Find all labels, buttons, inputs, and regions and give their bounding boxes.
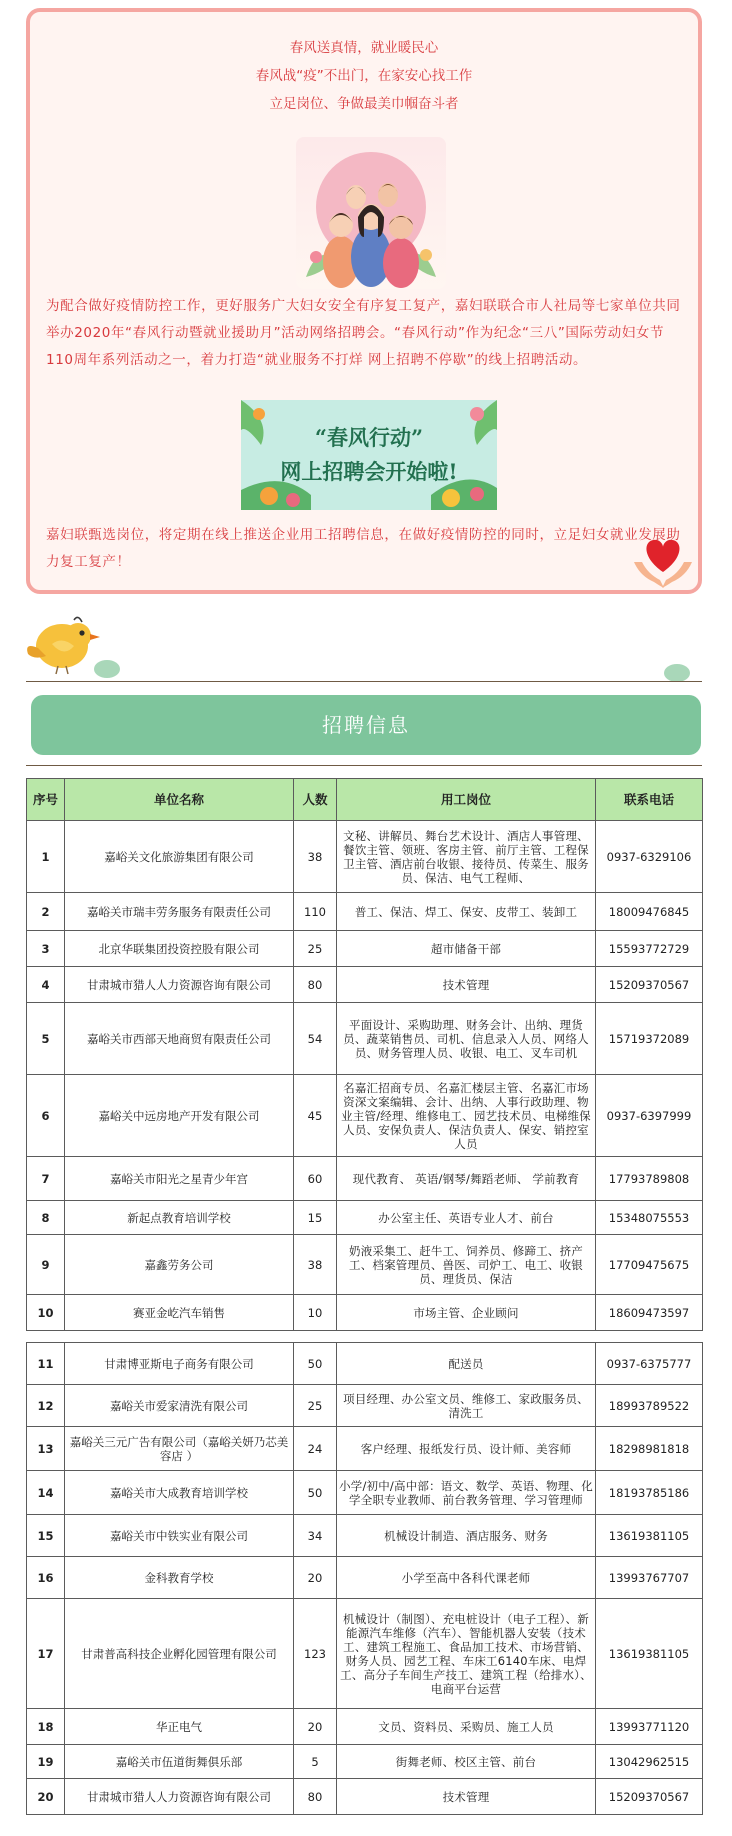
- row-phone: 15209370567: [596, 1779, 703, 1815]
- row-no: 5: [27, 1003, 65, 1075]
- row-count: 25: [294, 1385, 337, 1427]
- row-no: 20: [27, 1779, 65, 1815]
- table-row: [27, 1075, 703, 1157]
- row-count: 80: [294, 967, 337, 1003]
- table-row: [27, 1599, 703, 1709]
- table-row: [27, 821, 703, 893]
- row-count: 50: [294, 1471, 337, 1515]
- recruitment-table-part-1: [26, 778, 703, 1331]
- row-phone: 0937-6375777: [596, 1343, 703, 1385]
- table-row: [27, 967, 703, 1003]
- row-phone: 15348075553: [596, 1201, 703, 1235]
- leaf-icon: [92, 658, 122, 680]
- row-no: 13: [27, 1427, 65, 1471]
- row-phone: 18298981818: [596, 1427, 703, 1471]
- row-jobs: 奶液采集工、赶牛工、饲养员、修蹄工、挤产工、档案管理员、兽医、司炉工、电工、收银员、理货员、保洁: [337, 1235, 596, 1295]
- row-company: 甘肃城市猎人人力资源咨询有限公司: [65, 1779, 294, 1815]
- header-company: 单位名称: [65, 779, 294, 821]
- row-count: 15: [294, 1201, 337, 1235]
- row-jobs: 机械设计（制图）、充电桩设计（电子工程）、新能源汽车维修（汽车）、智能机器人安装（技术工、建筑工程施工、食品加工技术、市场营销、财务人员、园艺工程、车床工6140车床、电焊工、高分子车间生产技工、建筑工程（给排水）、电商平台运营: [337, 1599, 596, 1709]
- row-jobs: 超市储备干部: [337, 931, 596, 967]
- row-no: 9: [27, 1235, 65, 1295]
- table-row: [27, 1343, 703, 1385]
- row-jobs: 客户经理、报纸发行员、设计师、美容师: [337, 1427, 596, 1471]
- row-jobs: 市场主管、企业顾问: [337, 1295, 596, 1331]
- row-phone: 13993771120: [596, 1709, 703, 1745]
- slogan-line-1: 春风送真情，就业暖民心: [289, 40, 439, 56]
- row-company: 华正电气: [65, 1709, 294, 1745]
- row-no: 6: [27, 1075, 65, 1157]
- row-phone: 18993789522: [596, 1385, 703, 1427]
- row-jobs: 普工、保洁、焊工、保安、皮带工、装卸工: [337, 893, 596, 931]
- intro-paragraph-1: 为配合做好疫情防控工作，更好服务广大妇女安全有序复工复产，嘉妇联联合市人社局等七家单位共同举办2020年“春风行动暨就业援助月”活动网络招聘会。“春风行动”作为纪念“三八”国际劳动妇女节110周年系列活动之一，着力打造“就业服务不打烊 网上招聘不停歇”的线上招聘活动。: [46, 298, 681, 368]
- row-phone: 0937-6397999: [596, 1075, 703, 1157]
- table-row: [27, 1295, 703, 1331]
- row-company: 嘉峪关市中铁实业有限公司: [65, 1515, 294, 1557]
- row-no: 4: [27, 967, 65, 1003]
- poster-line-1: “春风行动”: [314, 425, 424, 450]
- row-jobs: 文员、资料员、采购员、施工人员: [337, 1709, 596, 1745]
- row-company: 甘肃博亚斯电子商务有限公司: [65, 1343, 294, 1385]
- row-count: 60: [294, 1157, 337, 1201]
- row-count: 20: [294, 1709, 337, 1745]
- row-jobs: 现代教育、 英语/钢琴/舞蹈老师、 学前教育: [337, 1157, 596, 1201]
- row-phone: 15209370567: [596, 967, 703, 1003]
- row-company: 赛亚金屹汽车销售: [65, 1295, 294, 1331]
- row-company: 嘉峪关中远房地产开发有限公司: [65, 1075, 294, 1157]
- row-count: 10: [294, 1295, 337, 1331]
- table-row: [27, 1515, 703, 1557]
- row-jobs: 小学/初中/高中部：语文、数学、英语、物理、化学全职专业教师、前台教务管理、学习管理师: [337, 1471, 596, 1515]
- recruitment-table-part-2: [26, 1342, 703, 1815]
- table-row: [27, 1235, 703, 1295]
- table-row: [27, 1427, 703, 1471]
- row-no: 18: [27, 1709, 65, 1745]
- row-no: 11: [27, 1343, 65, 1385]
- row-company: 新起点教育培训学校: [65, 1201, 294, 1235]
- header-count: 人数: [294, 779, 337, 821]
- table-header-row: [27, 779, 703, 821]
- women-group-illustration: [296, 137, 446, 289]
- table-row: [27, 931, 703, 967]
- row-phone: 0937-6329106: [596, 821, 703, 893]
- row-company: 嘉峪关三元广告有限公司（嘉峪关妍乃芯美容店 ）: [65, 1427, 294, 1471]
- table-row: [27, 1385, 703, 1427]
- table-row: [27, 1557, 703, 1599]
- slogan-line-2: 春风战“疫”不出门，在家安心找工作: [255, 68, 473, 84]
- row-count: 25: [294, 931, 337, 967]
- row-jobs: 名嘉汇招商专员、名嘉汇楼层主管、名嘉汇市场资深文案编辑、会计、出纳、人事行政助理、物业主管/经理、维修电工、园艺技术员、电梯维保人员、安保负责人、保洁负责人、保安、销控室人员: [337, 1075, 596, 1157]
- row-no: 14: [27, 1471, 65, 1515]
- row-no: 7: [27, 1157, 65, 1201]
- row-no: 10: [27, 1295, 65, 1331]
- table-row: [27, 1201, 703, 1235]
- row-phone: 17793789808: [596, 1157, 703, 1201]
- table-row: [27, 893, 703, 931]
- spring-action-poster: [241, 400, 497, 510]
- row-jobs: 机械设计制造、酒店服务、财务: [337, 1515, 596, 1557]
- row-phone: 18609473597: [596, 1295, 703, 1331]
- row-jobs: 平面设计、采购助理、财务会计、出纳、理货员、蔬菜销售员、司机、信息录入人员、网络人员、财务管理人员、收银、电工、叉车司机: [337, 1003, 596, 1075]
- row-count: 54: [294, 1003, 337, 1075]
- row-phone: 13993767707: [596, 1557, 703, 1599]
- divider-line: [26, 765, 702, 766]
- row-no: 15: [27, 1515, 65, 1557]
- row-jobs: 配送员: [337, 1343, 596, 1385]
- row-count: 80: [294, 1779, 337, 1815]
- table-row: [27, 1003, 703, 1075]
- row-company: 嘉峪关市伍道街舞俱乐部: [65, 1745, 294, 1779]
- row-no: 17: [27, 1599, 65, 1709]
- table-row: [27, 1157, 703, 1201]
- row-count: 24: [294, 1427, 337, 1471]
- row-no: 1: [27, 821, 65, 893]
- row-phone: 18193785186: [596, 1471, 703, 1515]
- row-jobs: 文秘、讲解员、舞台艺术设计、酒店人事管理、餐饮主管、领班、客房主管、前厅主管、工程保卫主管、酒店前台收银、接待员、传菜生、服务员、保洁、电气工程师、: [337, 821, 596, 893]
- row-company: 北京华联集团投资控股有限公司: [65, 931, 294, 967]
- row-jobs: 项目经理、办公室文员、维修工、家政服务员、清洗工: [337, 1385, 596, 1427]
- row-company: 嘉峪关市瑞丰劳务服务有限责任公司: [65, 893, 294, 931]
- row-no: 3: [27, 931, 65, 967]
- row-jobs: 办公室主任、英语专业人才、前台: [337, 1201, 596, 1235]
- row-company: 金科教育学校: [65, 1557, 294, 1599]
- row-no: 2: [27, 893, 65, 931]
- recruitment-banner: 招聘信息: [31, 695, 701, 755]
- heart-hands-icon: [630, 536, 696, 590]
- row-jobs: 技术管理: [337, 1779, 596, 1815]
- row-count: 5: [294, 1745, 337, 1779]
- row-phone: 13042962515: [596, 1745, 703, 1779]
- row-phone: 13619381105: [596, 1515, 703, 1557]
- poster-line-2: 网上招聘会开始啦!: [280, 459, 458, 484]
- row-count: 34: [294, 1515, 337, 1557]
- row-phone: 17709475675: [596, 1235, 703, 1295]
- table-row: [27, 1709, 703, 1745]
- bird-icon: [22, 614, 100, 676]
- table-row: [27, 1779, 703, 1815]
- table-row: [27, 1745, 703, 1779]
- row-no: 19: [27, 1745, 65, 1779]
- header-phone: 联系电话: [596, 779, 703, 821]
- row-company: 嘉峪关市大成教育培训学校: [65, 1471, 294, 1515]
- intro-panel: [26, 8, 702, 594]
- row-no: 12: [27, 1385, 65, 1427]
- row-count: 50: [294, 1343, 337, 1385]
- row-no: 16: [27, 1557, 65, 1599]
- row-phone: 15593772729: [596, 931, 703, 967]
- row-phone: 13619381105: [596, 1599, 703, 1709]
- intro-paragraph-2: 嘉妇联甄选岗位，将定期在线上推送企业用工招聘信息，在做好疫情防控的同时，立足妇女就业发展助力复工复产！: [46, 527, 681, 570]
- row-jobs: 小学至高中各科代课老师: [337, 1557, 596, 1599]
- divider-line: [26, 681, 702, 682]
- row-count: 45: [294, 1075, 337, 1157]
- row-company: 嘉峪关市阳光之星青少年宫: [65, 1157, 294, 1201]
- header-jobs: 用工岗位: [337, 779, 596, 821]
- row-jobs: 技术管理: [337, 967, 596, 1003]
- row-company: 甘肃普高科技企业孵化园管理有限公司: [65, 1599, 294, 1709]
- row-no: 8: [27, 1201, 65, 1235]
- row-count: 20: [294, 1557, 337, 1599]
- row-company: 嘉峪关文化旅游集团有限公司: [65, 821, 294, 893]
- row-phone: 15719372089: [596, 1003, 703, 1075]
- row-count: 38: [294, 1235, 337, 1295]
- row-count: 110: [294, 893, 337, 931]
- row-count: 38: [294, 821, 337, 893]
- table-row: [27, 1471, 703, 1515]
- row-jobs: 街舞老师、校区主管、前台: [337, 1745, 596, 1779]
- row-company: 嘉峪关市爱家清洗有限公司: [65, 1385, 294, 1427]
- slogan-line-3: 立足岗位、争做最美巾帼奋斗者: [269, 96, 459, 112]
- row-count: 123: [294, 1599, 337, 1709]
- row-company: 嘉鑫劳务公司: [65, 1235, 294, 1295]
- row-phone: 18009476845: [596, 893, 703, 931]
- row-company: 甘肃城市猎人人力资源咨询有限公司: [65, 967, 294, 1003]
- row-company: 嘉峪关市西部天地商贸有限责任公司: [65, 1003, 294, 1075]
- header-no: 序号: [27, 779, 65, 821]
